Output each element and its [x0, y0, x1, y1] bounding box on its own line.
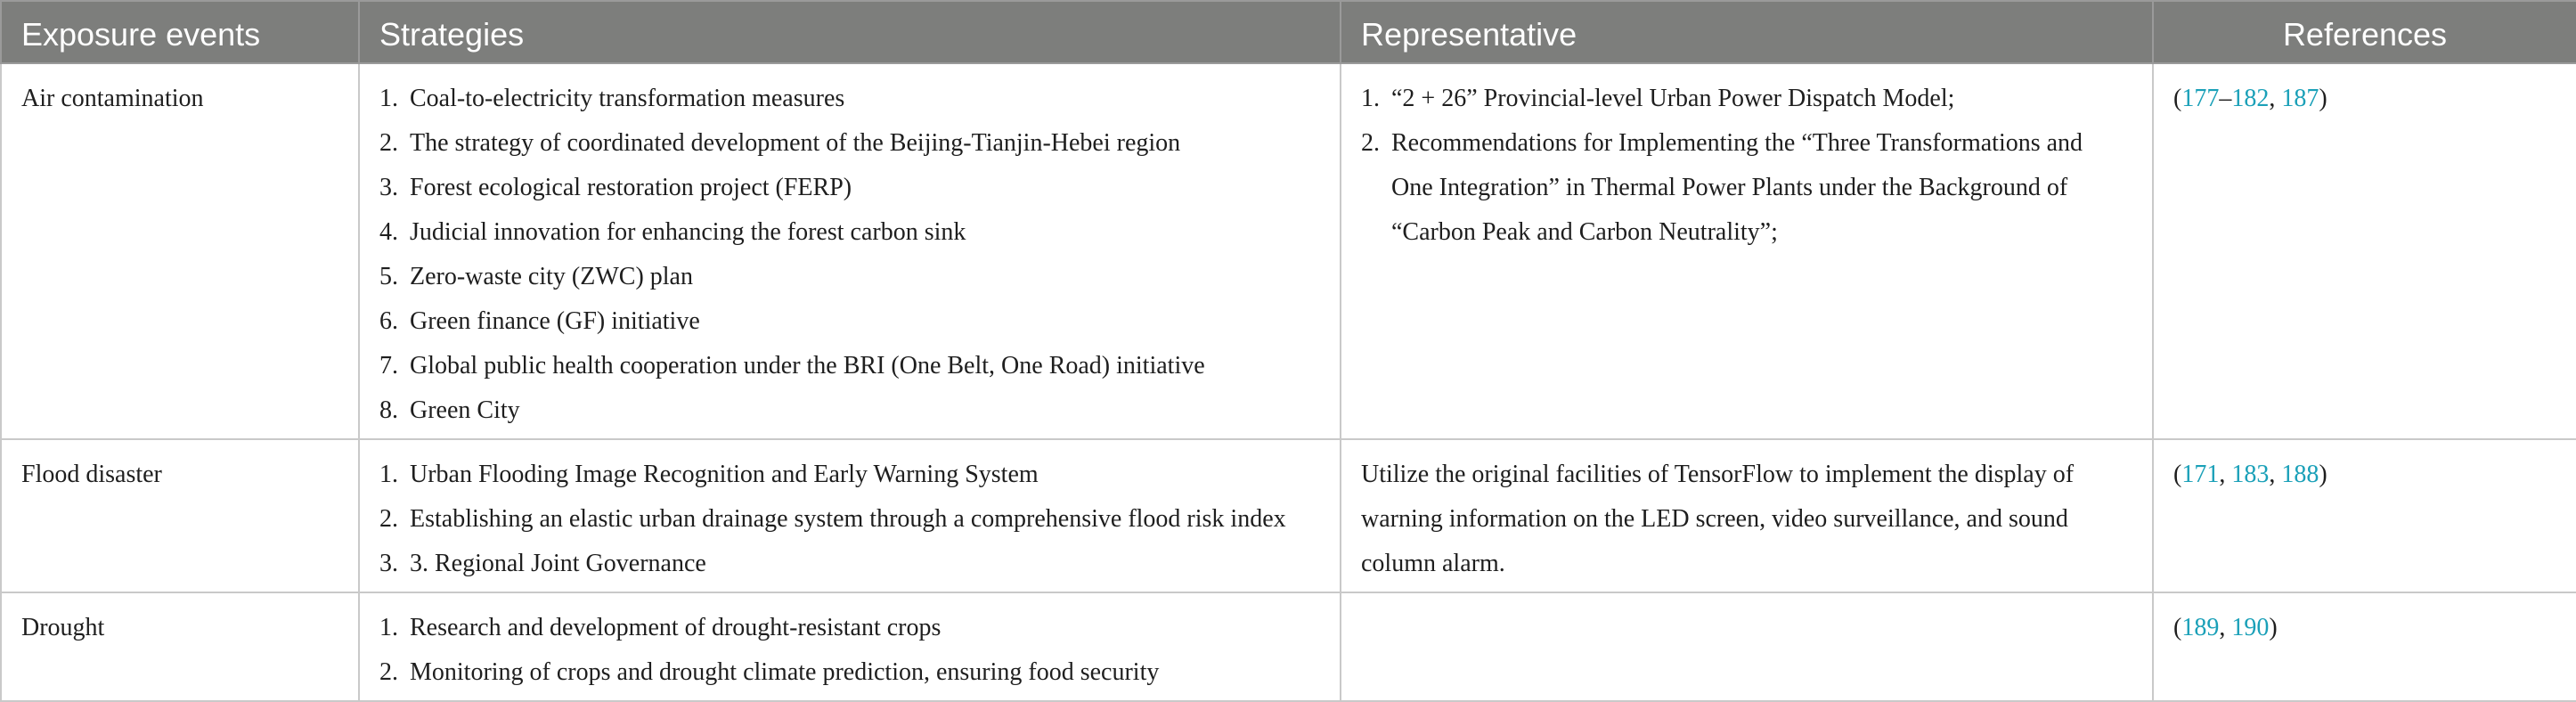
- exposure-event-cell: Drought: [1, 592, 359, 701]
- list-number: 3.: [379, 550, 398, 577]
- list-number: 5.: [379, 263, 398, 290]
- reference-link[interactable]: 177: [2181, 85, 2220, 112]
- list-number: 2.: [379, 129, 398, 157]
- strategy-list: [379, 77, 1320, 433]
- strategies-cell: [359, 63, 1341, 439]
- list-number: 1.: [379, 614, 398, 641]
- strategy-text: Coal-to-electricity transformation measures: [410, 85, 845, 112]
- ref-separator: ,: [2219, 461, 2232, 488]
- table-row: [1, 439, 2576, 592]
- reference-link[interactable]: 188: [2281, 461, 2319, 488]
- list-number: 4.: [379, 218, 398, 246]
- strategy-text: Judicial innovation for enhancing the forest carbon sink: [410, 218, 966, 246]
- ref-paren: ): [2319, 85, 2327, 112]
- representative-line: column alarm.: [1361, 550, 1505, 577]
- reference-link[interactable]: 183: [2231, 461, 2270, 488]
- reference-link[interactable]: 182: [2231, 85, 2270, 112]
- representative-text: “2 + 26” Provincial-level Urban Power Dispatch Model;: [1391, 85, 1955, 112]
- strategy-text: Forest ecological restoration project (FERP): [410, 174, 852, 201]
- list-number: 8.: [379, 396, 398, 424]
- list-number: 6.: [379, 307, 398, 335]
- list-number: 2.: [379, 658, 398, 686]
- list-item: [1361, 210, 2132, 255]
- table-row: [1, 63, 2576, 439]
- representative-line: warning information on the LED screen, video surveillance, and sound: [1361, 505, 2068, 533]
- ref-paren: ): [2319, 461, 2327, 488]
- list-item: [379, 650, 1320, 695]
- reference-link[interactable]: 189: [2181, 614, 2220, 641]
- ref-separator: ,: [2219, 614, 2232, 641]
- list-number: 1.: [379, 85, 398, 112]
- list-number: 1.: [1361, 85, 1380, 112]
- list-number: 3.: [379, 174, 398, 201]
- reference-link[interactable]: 171: [2181, 461, 2220, 488]
- header-row: [1, 1, 2576, 63]
- strategy-text: Green City: [410, 396, 520, 424]
- ref-paren: (: [2173, 614, 2182, 641]
- strategy-text: Research and development of drought-resistant crops: [410, 614, 942, 641]
- exposure-event-cell: Flood disaster: [1, 439, 359, 592]
- exposure-event-cell: Air contamination: [1, 63, 359, 439]
- list-item: [379, 166, 1320, 210]
- strategy-text: Zero-waste city (ZWC) plan: [410, 263, 693, 290]
- list-number: 2.: [1361, 129, 1380, 157]
- list-number: 1.: [379, 461, 398, 488]
- header-representative: Representative: [1341, 1, 2153, 63]
- representative-list: [1361, 77, 2132, 255]
- representative-cell: [1341, 592, 2153, 701]
- strategies-cell: [359, 439, 1341, 592]
- list-item: [379, 299, 1320, 344]
- references-cell: [2153, 592, 2576, 701]
- references-cell: [2153, 439, 2576, 592]
- strategy-list: [379, 453, 1320, 586]
- list-number: 7.: [379, 352, 398, 380]
- header-strategies: Strategies: [359, 1, 1341, 63]
- representative-text: Recommendations for Implementing the “Three Transformations and: [1391, 129, 2083, 157]
- list-item: [379, 453, 1320, 497]
- ref-paren: (: [2173, 461, 2182, 488]
- strategy-text: Establishing an elastic urban drainage system through a comprehensive flood risk index: [410, 505, 1286, 533]
- header-references: References: [2153, 1, 2576, 63]
- list-item: [1361, 77, 2132, 121]
- representative-cell: [1341, 63, 2153, 439]
- list-item: [379, 388, 1320, 433]
- list-item: [379, 344, 1320, 388]
- ref-separator: ,: [2269, 85, 2282, 112]
- list-item: [379, 542, 1320, 586]
- list-number: 2.: [379, 505, 398, 533]
- strategy-text: Monitoring of crops and drought climate prediction, ensuring food security: [410, 658, 1160, 686]
- list-item: [1361, 121, 2132, 166]
- list-item: [379, 121, 1320, 166]
- reference-link[interactable]: 190: [2231, 614, 2270, 641]
- strategy-list: [379, 606, 1320, 695]
- list-item: [1361, 166, 2132, 210]
- reference-link[interactable]: 187: [2281, 85, 2319, 112]
- header-exposure-events: Exposure events: [1, 1, 359, 63]
- ref-separator: ,: [2269, 461, 2282, 488]
- representative-text: “Carbon Peak and Carbon Neutrality”;: [1391, 218, 1778, 246]
- list-item: [379, 210, 1320, 255]
- ref-paren: (: [2173, 85, 2182, 112]
- strategy-text: The strategy of coordinated development of the Beijing-Tianjin-Hebei region: [410, 129, 1181, 157]
- strategy-text: Urban Flooding Image Recognition and Early Warning System: [410, 461, 1039, 488]
- representative-text: One Integration” in Thermal Power Plants under the Background of: [1391, 174, 2068, 201]
- representative-line: Utilize the original facilities of TensorFlow to implement the display of: [1361, 461, 2075, 488]
- strategy-text: Green finance (GF) initiative: [410, 307, 700, 335]
- list-item: [379, 606, 1320, 650]
- list-item: [379, 77, 1320, 121]
- strategy-text: 3. Regional Joint Governance: [410, 550, 706, 577]
- ref-separator: –: [2219, 85, 2232, 112]
- list-item: [379, 497, 1320, 542]
- ref-paren: ): [2269, 614, 2278, 641]
- list-item: [379, 255, 1320, 299]
- references-cell: [2153, 63, 2576, 439]
- representative-cell: [1341, 439, 2153, 592]
- table-row: [1, 592, 2576, 701]
- strategies-cell: [359, 592, 1341, 701]
- strategy-text: Global public health cooperation under the BRI (One Belt, One Road) initiative: [410, 352, 1205, 380]
